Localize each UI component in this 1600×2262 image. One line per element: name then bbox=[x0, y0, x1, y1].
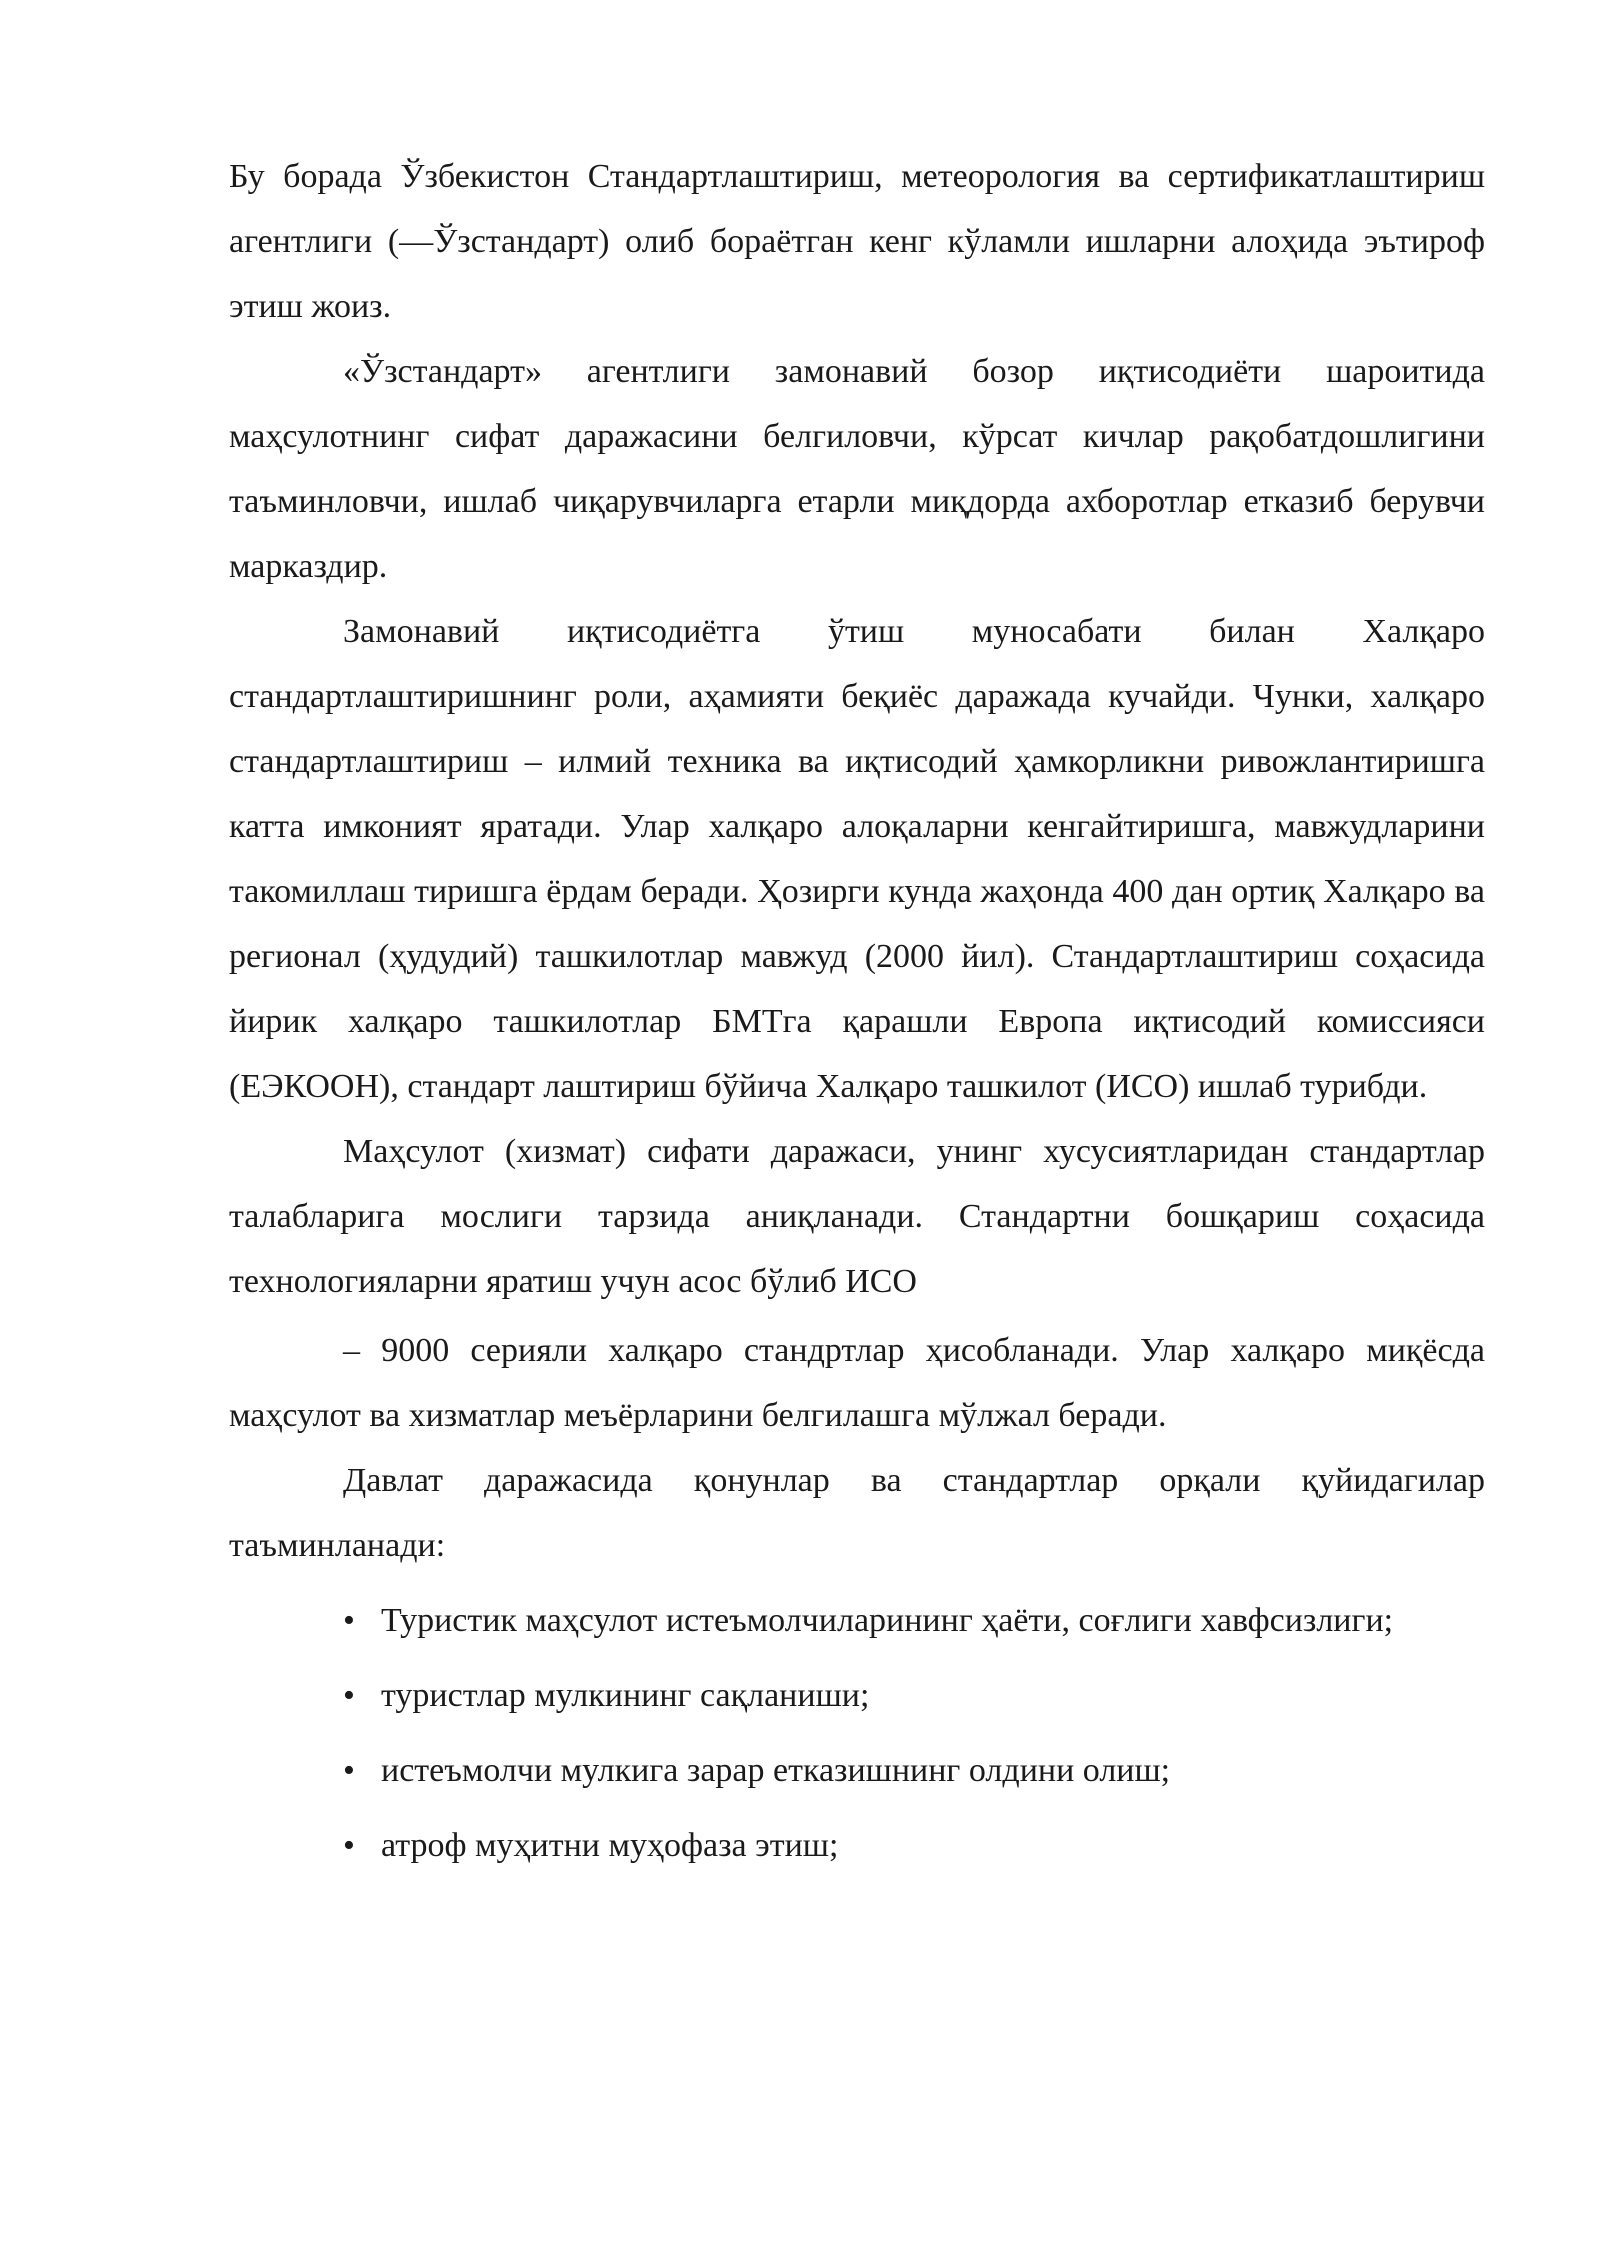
list-item-text: туристлар мулкининг сақланиши; bbox=[381, 1677, 870, 1714]
paragraph-agency-role: «Ўзстандарт» агентлиги замонавий бозор иқтисодиёти шароитида маҳсулотнинг сифат даражасини белгиловчи, кўрсат кичлар рақобатдошлигини таъминловчи, ишлаб чиқарувчиларга етарли миқдорда ахборотлар етказиб берувчи марказдир. bbox=[229, 353, 1485, 585]
list-item bbox=[229, 1738, 1485, 1803]
bullet-list bbox=[229, 1588, 1485, 1878]
bullet-icon: • bbox=[343, 1677, 355, 1714]
paragraph-international-standardization: Замонавий иқтисодиётга ўтиш муносабати билан Халқаро стандартлаштиришнинг роли, аҳамияти беқиёс даражада кучайди. Чунки, халқаро стандартлаштириш – илмий техника ва иқтисодий ҳамкорликни ривожлантиришга катта имконият яратади. Улар халқаро алоқаларни кенгайтиришга, мавжудларини такомиллаш тиришга ёрдам беради. Ҳозирги кунда жаҳонда 400 дан ортиқ Халқаро ва регионал (ҳудудий) ташкилотлар мавжуд (2000 йил). Стандартлаштириш соҳасида йирик халқаро ташкилотлар БМТга қарашли Европа иқтисодий комиссияси (ЕЭКООН), стандарт лаштириш бўйича Халқаро ташкилот (ИСО) ишлаб турибди. bbox=[229, 613, 1485, 1105]
paragraph-iso-9000: – 9000 серияли халқаро стандртлар ҳисобланади. Улар халқаро миқёсда маҳсулот ва хизматлар меъёрларини белгилашга мўлжал беради. bbox=[229, 1332, 1485, 1434]
bullet-icon: • bbox=[343, 1752, 355, 1789]
bullet-icon: • bbox=[343, 1602, 355, 1639]
bullet-icon: • bbox=[343, 1827, 355, 1864]
list-item bbox=[229, 1663, 1485, 1728]
document-body bbox=[229, 144, 1485, 1888]
paragraph-state-level: Давлат даражасида қонунлар ва стандартлар орқали қуйидагилар таъминланади: bbox=[229, 1462, 1485, 1564]
paragraph-uzstandard-intro: Бу борада Ўзбекистон Стандартлаштириш, метеорология ва сертификатлаштириш агентлиги (—Ўзстандарт) олиб бораётган кенг кўламли ишларни алоҳида эътироф этиш жоиз. bbox=[229, 158, 1485, 325]
list-item-text: атроф муҳитни муҳофаза этиш; bbox=[381, 1827, 839, 1864]
paragraph-product-quality: Маҳсулот (хизмат) сифати даражаси, унинг хусусиятларидан стандартлар талабларига мослиги тарзида аниқланади. Стандартни бошқариш соҳасида технологияларни яратиш учун асос бўлиб ИСО bbox=[229, 1133, 1485, 1300]
list-item bbox=[229, 1813, 1485, 1878]
list-item-text: истеъмолчи мулкига зарар етказишнинг олдини олиш; bbox=[381, 1752, 1171, 1789]
list-item-text: Туристик маҳсулот истеъмолчиларининг ҳаёти, соғлиги хавфсизлиги; bbox=[381, 1602, 1394, 1639]
list-item bbox=[229, 1588, 1485, 1653]
